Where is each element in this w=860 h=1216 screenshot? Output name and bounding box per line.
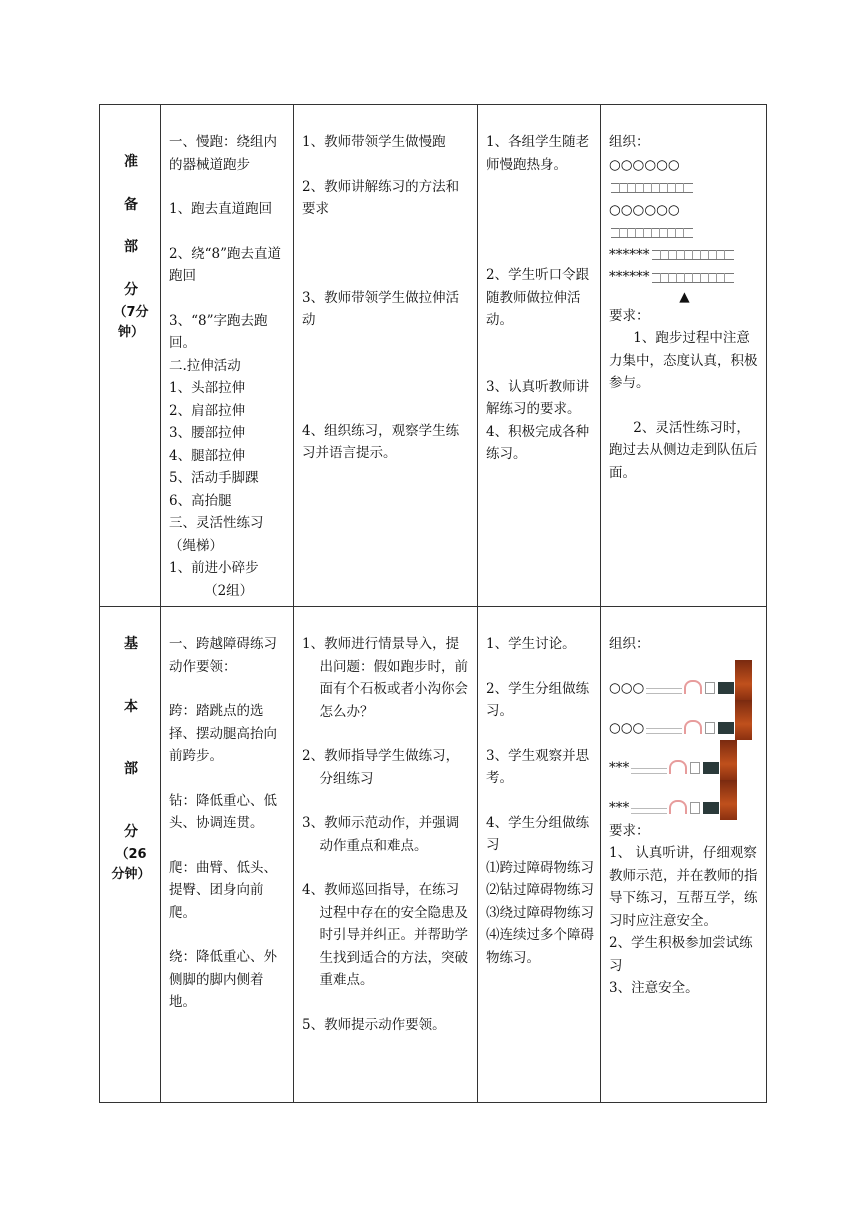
blank-line [302,221,471,243]
formation-symbols: ○○○○○○ [609,201,680,218]
formation-row [609,199,760,244]
section-duration: 钟） [117,325,144,340]
org-label: 组织： [609,134,650,150]
section-name-cell [100,105,161,607]
formation-symbols: ****** [609,269,650,285]
student-line: 1、学生讨论。 [486,636,576,652]
requirement-line: 1、 认真听讲，仔细观察教师示范，并在教师的指导下练习，互帮互学，练习时应注意安全。 [609,845,758,929]
student-line: ⑵钻过障碍物练习 [486,882,594,898]
hurdle-icon [669,760,687,774]
blank-line [609,395,760,417]
mini-ladder-icon [646,728,682,734]
obstacle-course-row [609,780,737,820]
section-duration: 分钟） [111,867,151,882]
content-line: 2、绕“8”跑去直道跑回 [169,245,281,284]
track-photo-icon [720,780,737,820]
requirement-line: 3、注意安全。 [609,980,699,996]
mat-icon [703,762,719,774]
hurdle-icon [669,800,687,814]
content-line: 一、跨越障碍练习动作要领： [169,636,277,675]
content-line: 1、跑去直道跑回 [169,201,273,217]
formation-row [609,154,760,199]
section-name-char: 准 [124,154,138,170]
obstacle-course-row [609,700,752,740]
obstacle-course-row [609,740,737,780]
teacher-line: 1、教师带领学生做慢跑 [302,134,446,150]
section-row-main [100,607,767,1103]
section-name-char: 部 [124,761,138,777]
teacher-line: 3、教师带领学生做拉伸活动 [302,289,460,328]
organization-cell [601,105,767,607]
content-line: （2组） [204,582,254,599]
section-name-char: 分 [124,823,138,840]
student-line: ⑷连续过多个障碍物练习。 [486,927,594,966]
student-line: 2、学生分组做练习。 [486,680,590,719]
section-name-cell [100,607,161,1103]
requirement-line: 2、灵活性练习时，跑过去从侧边走到队伍后面。 [609,419,758,481]
track-photo-icon [720,740,737,780]
section-name-char: 基 [124,636,138,652]
blank-line [486,656,594,678]
blank-line [302,332,471,354]
blank-line [169,176,287,198]
teacher-line: 2、教师指导学生做练习，分组练习 [302,748,460,787]
teacher-line: 3、教师示范动作，并强调动作重点和难点。 [302,815,460,854]
content-line: 跨：踏跳点的选择、摆动腿高抬向前跨步。 [169,703,277,764]
blank-line [486,790,594,812]
section-name-char: 部 [124,239,138,255]
teacher-line: 4、组织练习，观察学生练习并语言提示。 [302,422,460,461]
hurdle-icon [684,720,702,734]
organization-cell [601,607,767,1103]
teacher-line: 2、教师讲解练习的方法和要求 [302,178,460,217]
content-line: 1、头部拉伸 [169,380,246,396]
teacher-activity-cell [294,105,478,607]
blank-line [302,723,471,745]
teacher-line: 1、教师进行情景导入，提出问题：假如跑步时，前面有个石板或者小沟你会怎么办？ [302,636,469,720]
blank-line [486,198,594,220]
rope-ladder-icon [611,181,693,195]
content-line: 2、肩部拉伸 [169,402,246,419]
content-line: 二.拉伸活动 [169,357,241,374]
org-label: 组织： [609,636,650,652]
content-line: 1、前进小碎步 [169,560,259,576]
content-cell [161,607,294,1103]
student-line: 4、学生分组做练习 [486,814,590,853]
mini-ladder-icon [631,808,667,814]
blank-line [169,288,287,310]
rope-ladder-icon [652,248,734,262]
blank-line [302,398,471,420]
section-duration: （7分 [113,305,149,320]
req-label: 要求： [609,307,650,324]
obstacle-course-row [609,660,752,700]
blank-line [169,768,287,790]
teacher-position-icon: ▲ [679,288,690,305]
blank-line [486,354,594,376]
content-line: 4、腿部拉伸 [169,447,246,464]
student-line: 2、学生听口令跟随教师做拉伸活动。 [486,267,590,328]
track-photo-icon [735,700,752,740]
formation-row [609,244,760,267]
blank-line [486,176,594,198]
teacher-line: 5、教师提示动作要领。 [302,1016,446,1033]
box-icon [705,682,715,694]
box-icon [690,802,700,814]
blank-line [486,242,594,264]
blank-line [169,924,287,946]
hurdle-icon [684,680,702,694]
teacher-activity-cell [294,607,478,1103]
teacher-line: 4、教师巡回指导，在练习过程中存在的安全隐患及时引导并纠正。并帮助学生找到适合的方法，突破重难点。 [302,882,469,988]
content-line: 爬：曲臂、低头、提臀、团身向前爬。 [169,859,277,921]
mat-icon [703,802,719,814]
student-line: 3、学生观察并思考。 [486,747,590,786]
blank-line [486,723,594,745]
formation-symbols: ○○○○○○ [609,156,680,173]
formation-symbols: *** [609,800,630,816]
content-line: 5、活动手脚踝 [169,470,259,486]
lesson-plan-table [99,104,767,1103]
rope-ladder-icon [611,226,693,240]
formation-symbols: ○○○ [609,680,645,696]
content-line: 3、腰部拉伸 [169,425,246,441]
content-line: 绕：降低重心、外侧脚的脚内侧着地。 [169,949,277,1010]
mini-ladder-icon [631,768,667,774]
student-line: 1、各组学生随老师慢跑热身。 [486,134,590,173]
content-cell [161,105,294,607]
blank-line [169,678,287,700]
blank-line [302,376,471,398]
section-name-char: 本 [124,698,138,715]
mat-icon [718,722,734,734]
blank-line [486,220,594,242]
student-line: ⑴跨过障碍物练习 [486,859,594,876]
mini-ladder-icon [646,688,682,694]
rope-ladder-icon [652,271,734,285]
blank-line [486,332,594,354]
formation-symbols: *** [609,760,630,776]
blank-line [302,354,471,376]
student-line: 3、认真听教师讲解练习的要求。 [486,378,590,417]
mat-icon [718,682,734,694]
student-line: ⑶绕过障碍物练习 [486,904,594,921]
box-icon [690,762,700,774]
section-row-preparation [100,105,767,607]
requirement-line: 2、学生积极参加尝试练习 [609,935,753,974]
student-activity-cell [478,105,601,607]
blank-line [169,221,287,243]
formation-row [609,266,760,289]
section-name-char: 备 [124,196,138,213]
formation-symbols: ****** [609,246,650,263]
student-line: 4、积极完成各种练习。 [486,423,590,462]
content-line: 3、“8”字跑去跑回。 [169,312,268,351]
section-duration: （26 [115,847,147,862]
section-name-char: 分 [124,281,138,298]
blank-line [302,243,471,265]
box-icon [705,722,715,734]
blank-line [302,265,471,287]
requirement-line: 1、跑步过程中注意力集中，态度认真，积极参与。 [609,330,758,391]
blank-line [302,992,471,1014]
content-line: 一、慢跑：绕组内的器械道跑步 [169,134,277,173]
blank-line [169,835,287,857]
blank-line [302,790,471,812]
blank-line [302,857,471,879]
track-photo-icon [735,660,752,700]
req-label: 要求： [609,822,650,839]
student-activity-cell [478,607,601,1103]
content-line: 6、高抬腿 [169,492,232,509]
content-line: 钻：降低重心、低头、协调连贯。 [169,792,277,831]
blank-line [302,154,471,176]
content-line: 三、灵活性练习（绳梯） [169,515,264,554]
formation-symbols: ○○○ [609,720,645,736]
